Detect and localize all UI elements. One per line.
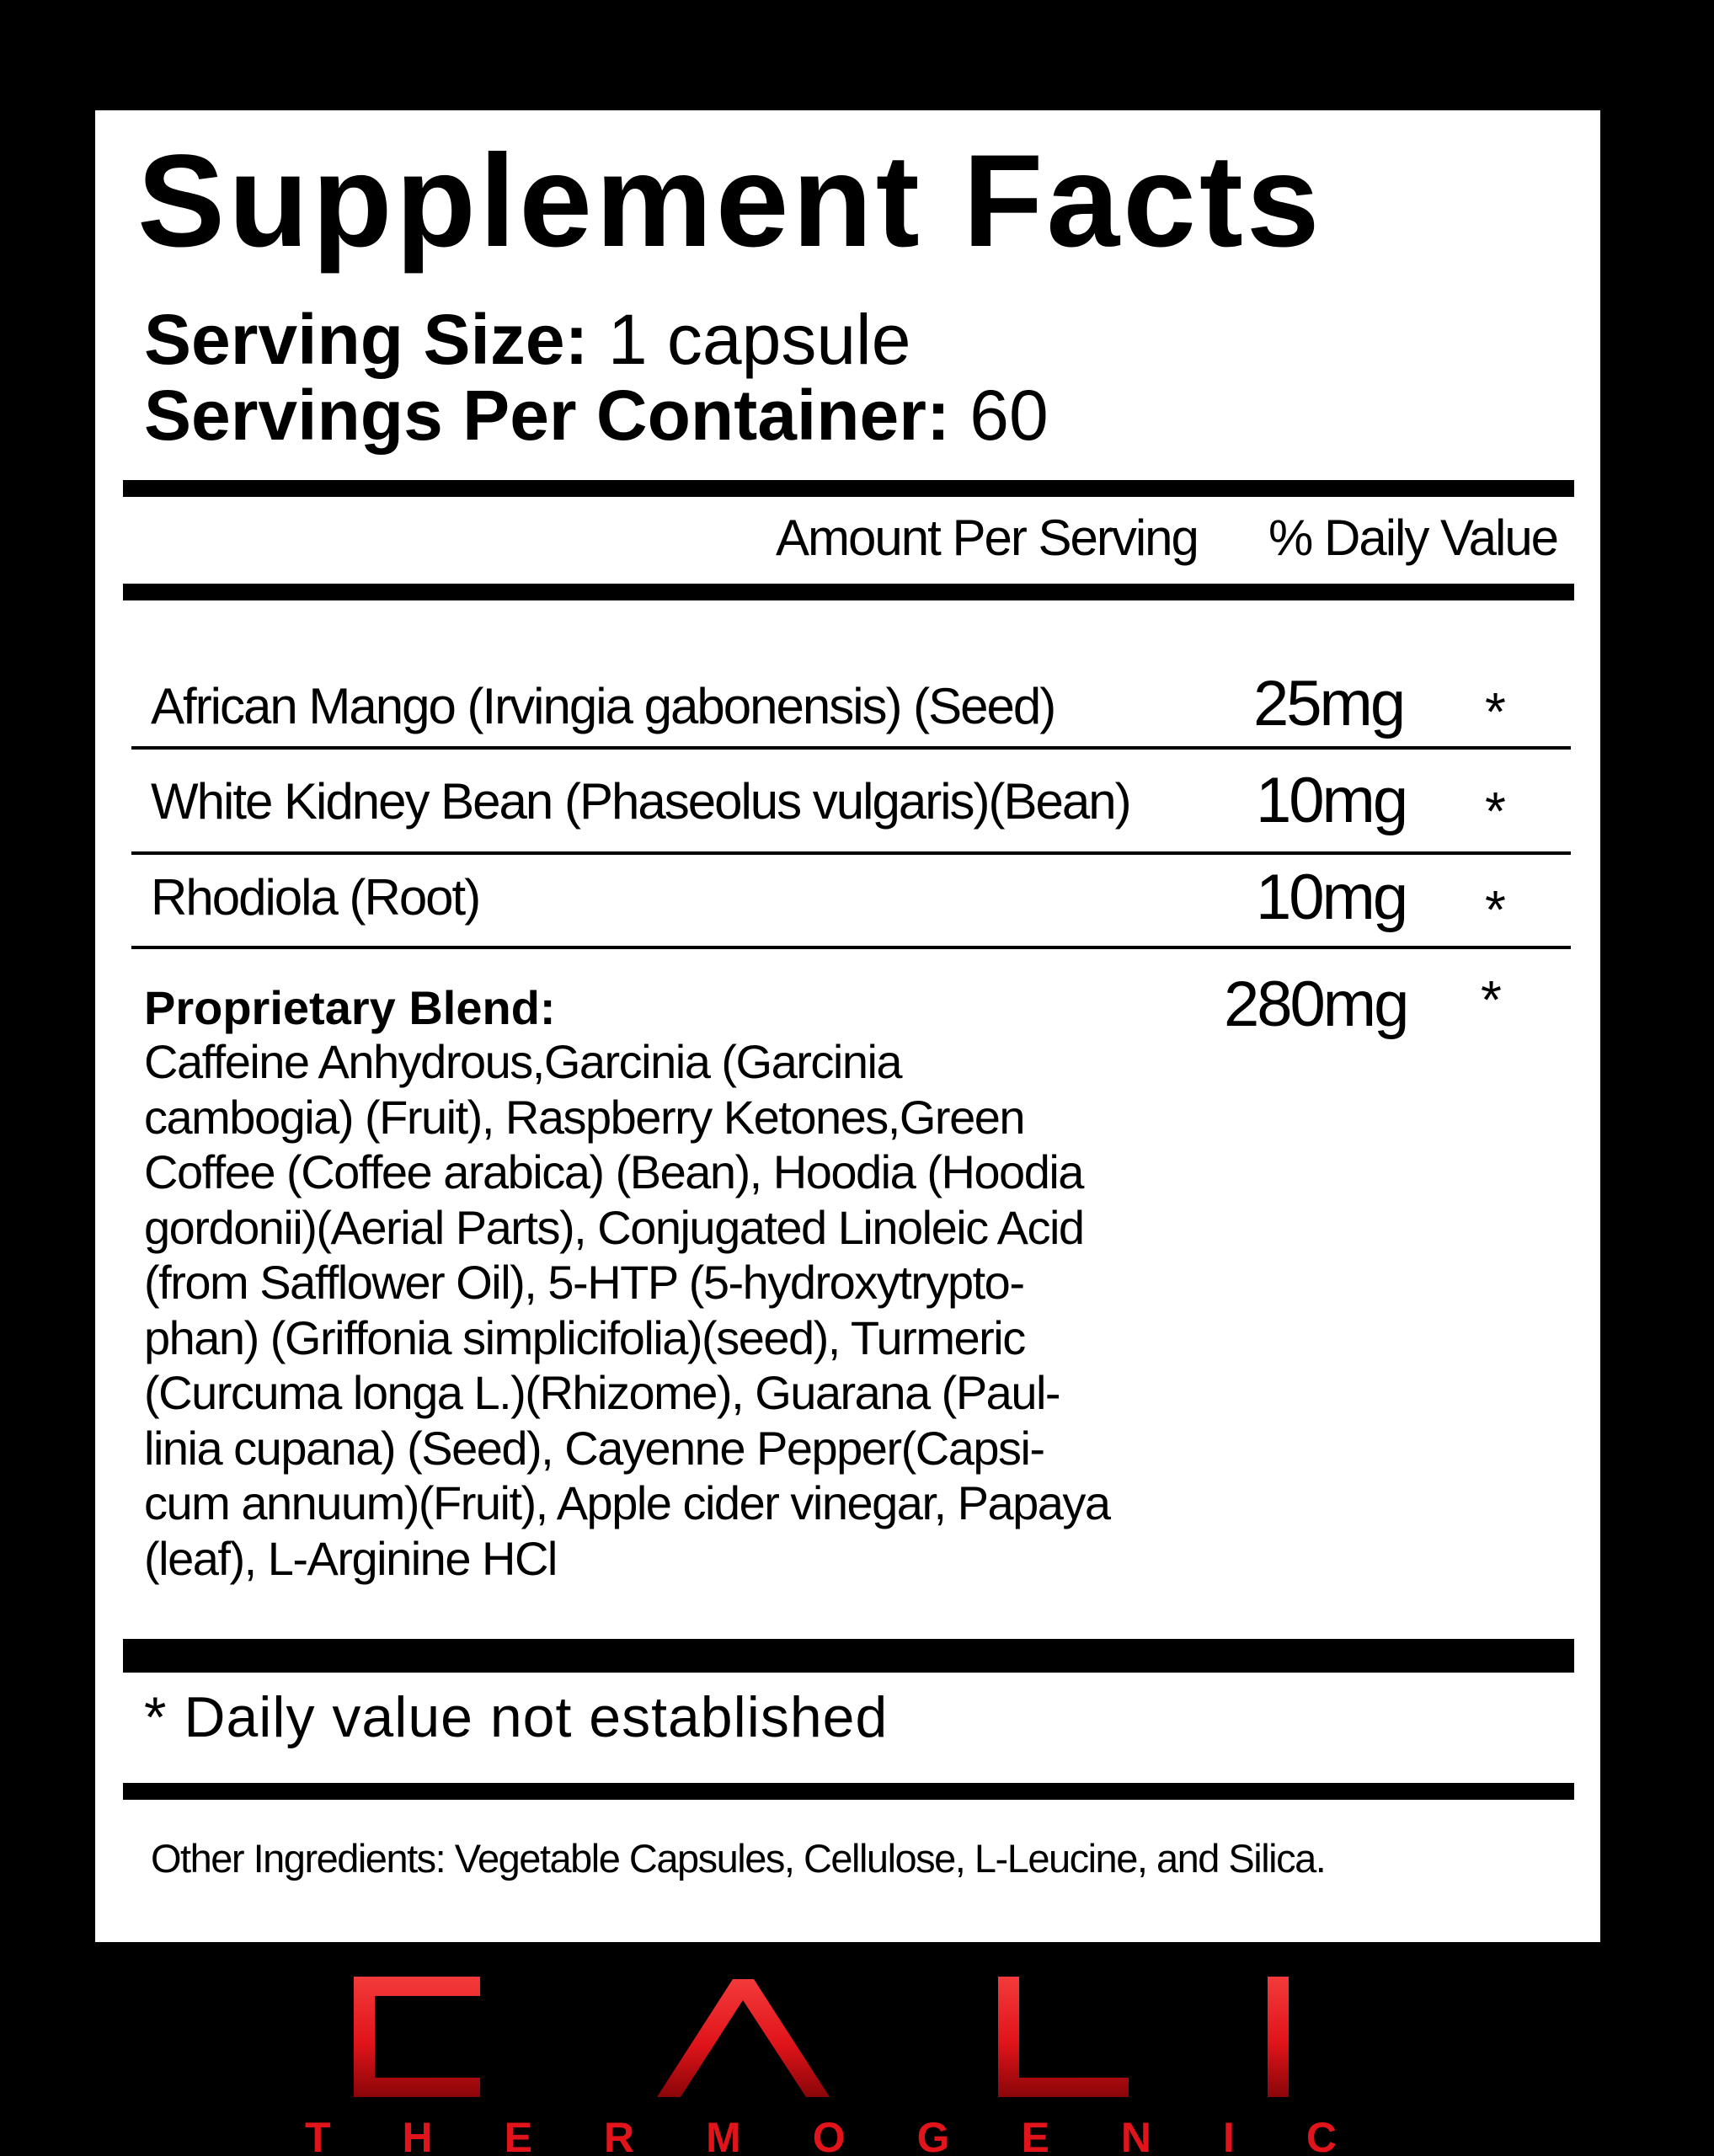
serving-size-value: 1 capsule bbox=[588, 300, 911, 379]
logo-letter-c bbox=[354, 1977, 480, 2097]
ingredient-name: African Mango (Irvingia gabonensis) (Seed) bbox=[151, 678, 1055, 734]
ingredient-daily-value: * bbox=[1485, 879, 1506, 940]
blend-amount: 280mg bbox=[1224, 969, 1407, 1040]
other-ingredients: Other Ingredients: Vegetable Capsules, Cellulose, L-Leucine, and Silica. bbox=[151, 1836, 1326, 1881]
thick-divider bbox=[123, 480, 1574, 497]
row-divider bbox=[131, 746, 1571, 750]
supplement-facts-panel bbox=[95, 110, 1600, 1942]
label-title: Supplement Facts bbox=[137, 128, 1323, 275]
blend-daily-value: * bbox=[1481, 969, 1502, 1030]
blend-title: Proprietary Blend: bbox=[144, 981, 556, 1034]
logo-letter-i bbox=[1268, 1977, 1289, 2097]
row-divider bbox=[131, 851, 1571, 855]
blend-ingredients-text: Caffeine Anhydrous,Garcinia (Garcinia cambogia) (Fruit), Raspberry Ketones,Green Coffee (Coffee arabica) (Bean), Hoodia (Hoodia gordonii)(Aerial Parts), Conjugated Linoleic Acid (from Safflower Oil), 5-HTP (5-hydroxytrypto- phan) (Griffonia simplicifolia)(seed), Turmeric (Curcuma longa L.)(Rhizome), Guarana (Paul- linia cupana) (Seed), Cayenne Pepper(Capsi- cum annuum)(Fruit), Apple cider vinegar, Papaya (leaf), L-Arginine HCl bbox=[144, 1035, 1110, 1585]
ingredient-amount: 25mg bbox=[1253, 668, 1404, 739]
servings-per-container bbox=[144, 376, 1049, 455]
ingredient-name: Rhodiola (Root) bbox=[151, 869, 480, 926]
ingredient-name: White Kidney Bean (Phaseolus vulgaris)(Bean) bbox=[151, 773, 1130, 830]
header-amount-per-serving: Amount Per Serving bbox=[776, 510, 1198, 566]
brand-logo bbox=[0, 1962, 1714, 2156]
logo-letter-l bbox=[998, 1977, 1129, 2097]
thick-divider bbox=[123, 584, 1574, 600]
thick-divider bbox=[123, 1783, 1574, 1800]
logo-subtitle: THERMOGENIC bbox=[305, 2114, 1408, 2156]
ingredient-daily-value: * bbox=[1485, 681, 1506, 742]
servings-per-container-label: Servings Per Container: bbox=[144, 376, 950, 455]
thick-divider bbox=[123, 1639, 1574, 1673]
logo-letter-a bbox=[657, 1979, 830, 2097]
serving-size-label: Serving Size: bbox=[144, 300, 589, 379]
header-daily-value: % Daily Value bbox=[1268, 510, 1558, 566]
servings-per-container-value: 60 bbox=[949, 376, 1049, 455]
row-divider bbox=[131, 946, 1571, 949]
ingredient-daily-value: * bbox=[1485, 781, 1506, 841]
footnote: * Daily value not established bbox=[144, 1685, 889, 1749]
serving-size bbox=[144, 300, 911, 379]
ingredient-amount: 10mg bbox=[1256, 862, 1407, 933]
ingredient-amount: 10mg bbox=[1256, 765, 1407, 836]
